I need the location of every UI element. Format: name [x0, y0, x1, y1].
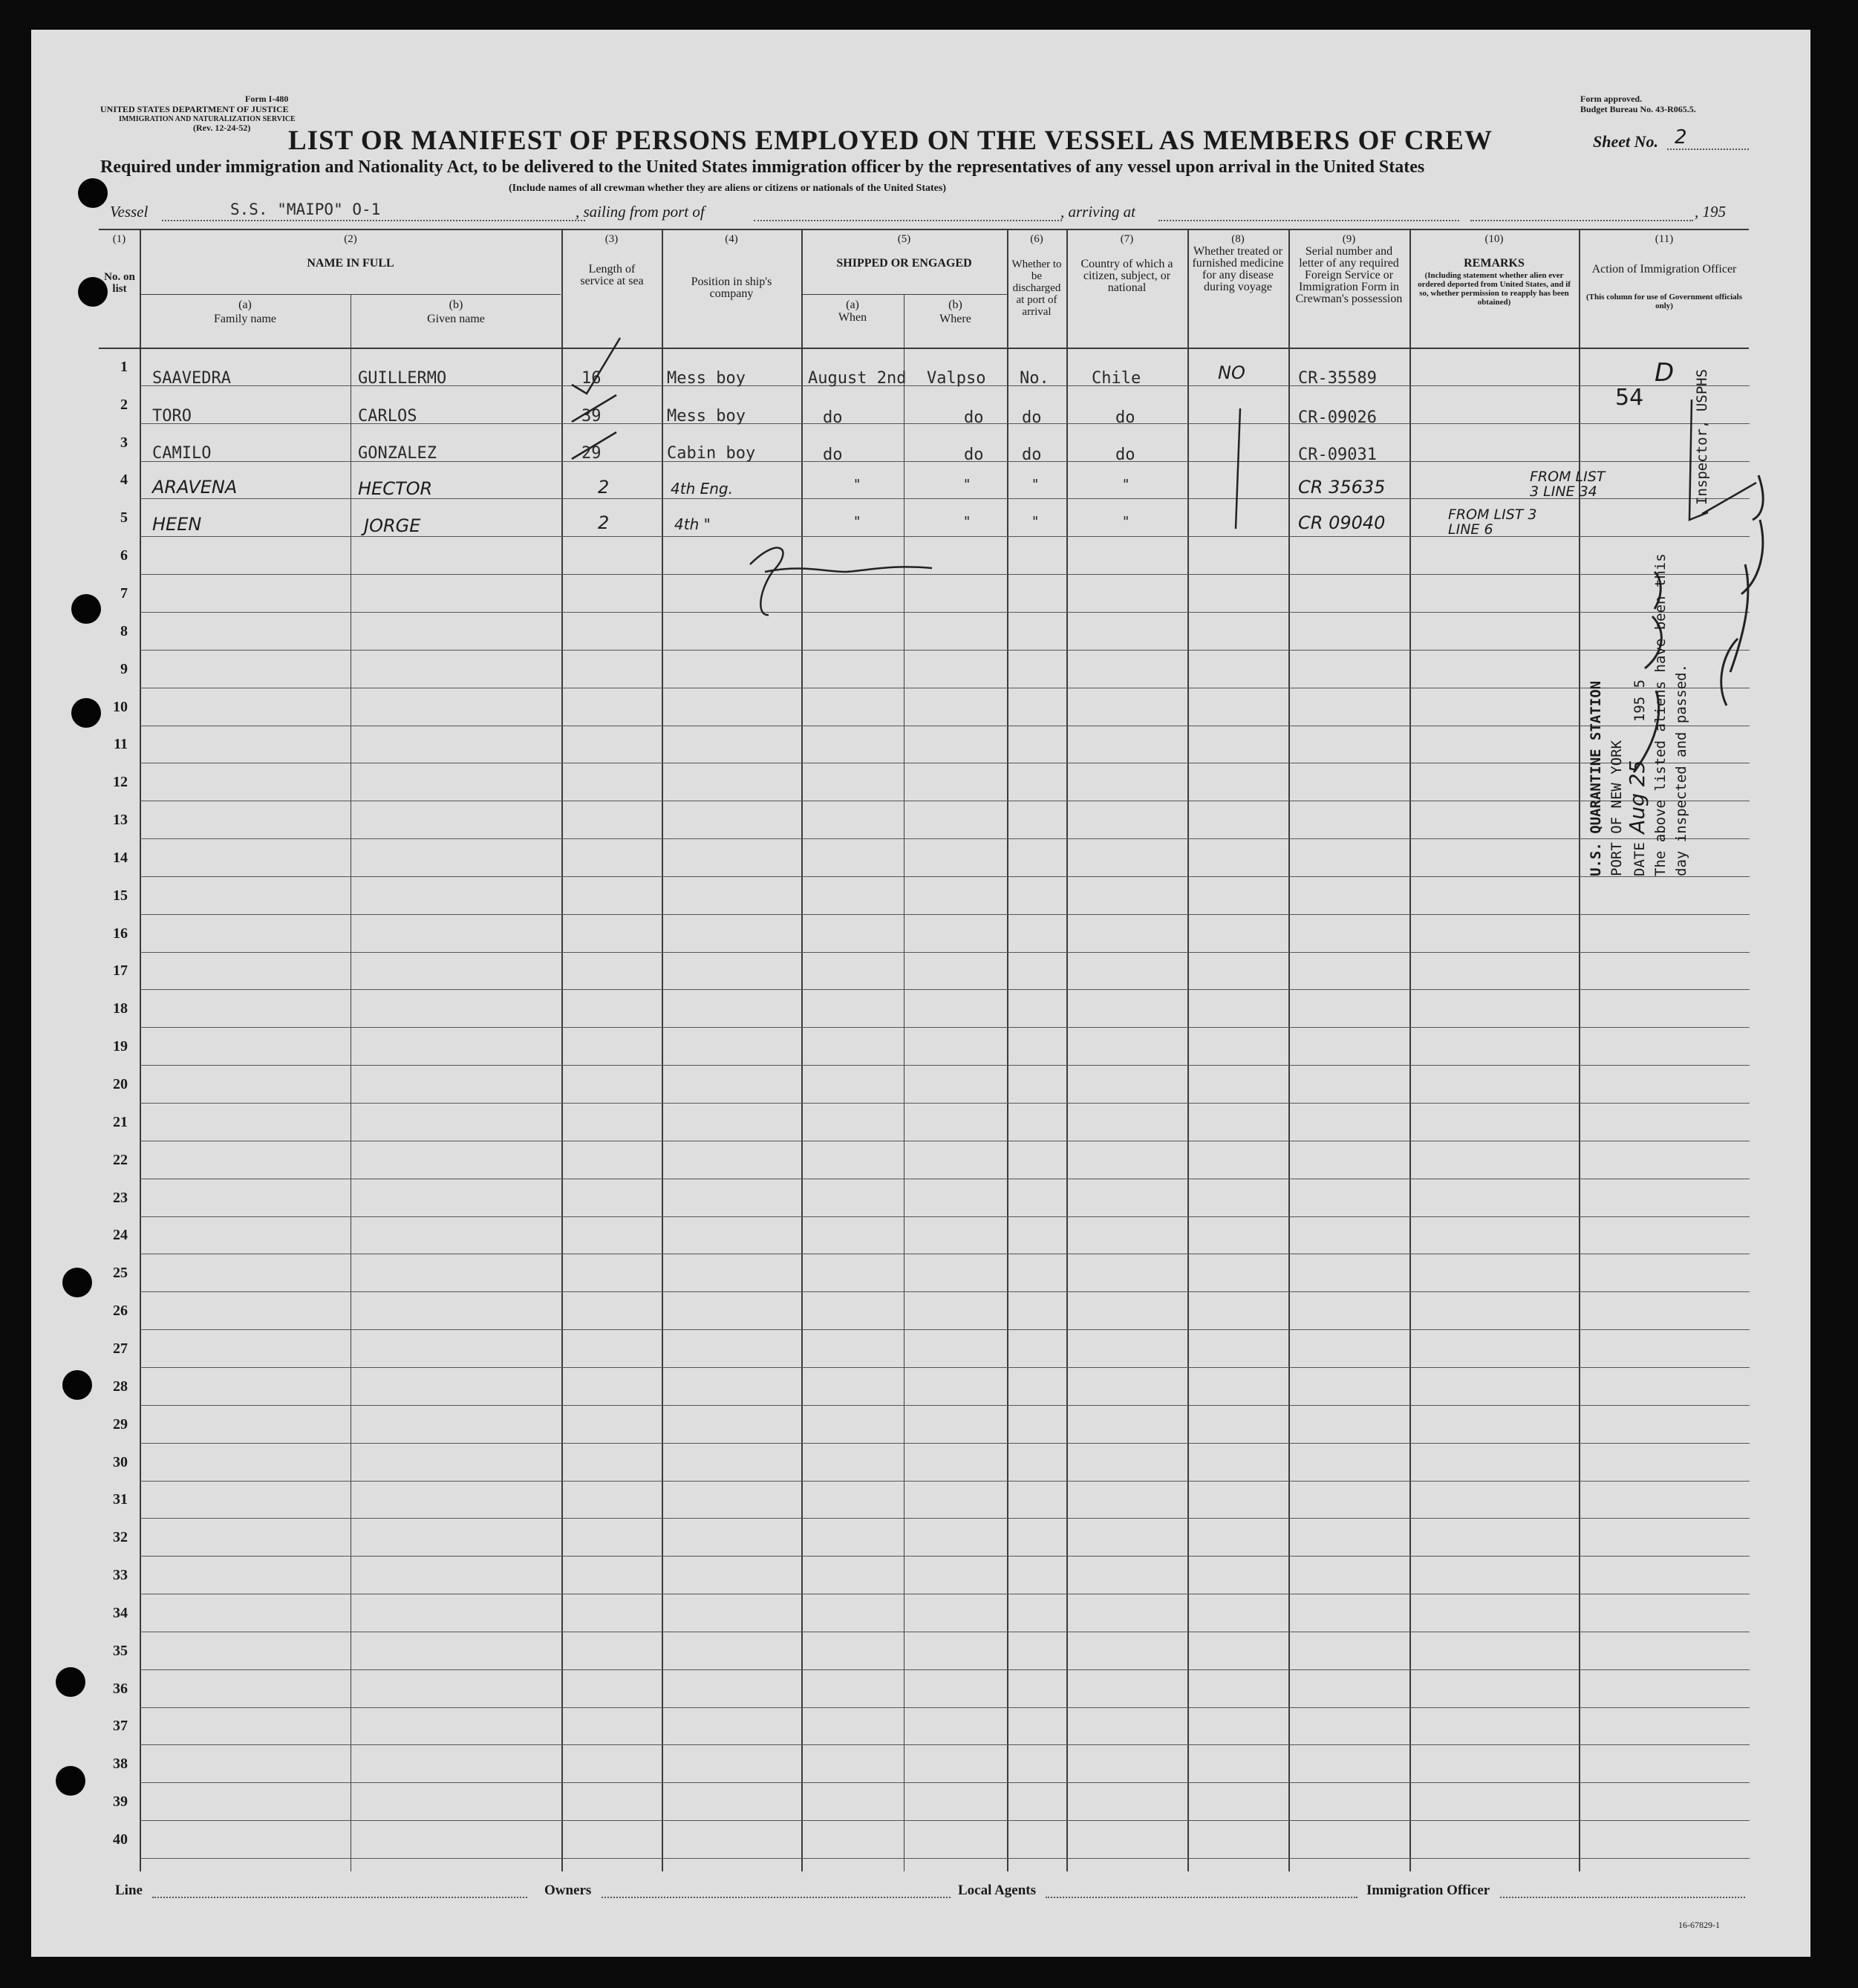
- row-number: 27: [113, 1340, 128, 1357]
- check-mark: [572, 432, 616, 459]
- family-name[interactable]: CAMILO: [152, 444, 212, 463]
- row-number: 30: [113, 1453, 128, 1470]
- discharged[interactable]: ": [1032, 514, 1039, 529]
- shipped-where[interactable]: ": [964, 477, 971, 492]
- row-number: 10: [113, 698, 128, 715]
- year-label: , 195: [1695, 203, 1726, 221]
- discharged[interactable]: No.: [1020, 369, 1049, 388]
- row-number: 23: [113, 1189, 128, 1206]
- stamp-date: Aug 25: [1625, 760, 1649, 834]
- row-number: 4: [120, 472, 128, 489]
- row-number: 8: [120, 622, 128, 639]
- serial-number[interactable]: CR-35589: [1298, 369, 1377, 388]
- shipped-when[interactable]: do: [823, 446, 843, 464]
- country[interactable]: do: [1115, 446, 1135, 464]
- footer-agents-field[interactable]: [1046, 1897, 1357, 1898]
- row-number: 6: [120, 547, 128, 564]
- col2-number: (2): [344, 233, 357, 245]
- col5a-number: (a): [846, 299, 859, 311]
- form-subtitle: Required under immigration and Nationality Act, to be delivered to the United States immigration officer by the representatives of any vessel upon arrival in the United States: [100, 157, 1425, 177]
- row-number: 20: [113, 1076, 128, 1092]
- given-name[interactable]: CARLOS: [358, 407, 417, 426]
- footer-line-field[interactable]: [152, 1897, 527, 1898]
- row-number: 13: [113, 812, 128, 829]
- discharged[interactable]: do: [1022, 446, 1042, 464]
- col2a-number: (a): [238, 299, 252, 311]
- col1-number: (1): [112, 233, 126, 245]
- position[interactable]: Cabin boy: [667, 444, 756, 463]
- row-number: 7: [120, 584, 128, 602]
- col6-number: (6): [1030, 233, 1043, 245]
- row-number: 21: [113, 1113, 128, 1130]
- col8-number: (8): [1231, 233, 1245, 245]
- row-number: 39: [113, 1793, 128, 1811]
- row-number: 29: [113, 1415, 128, 1433]
- row-number: 40: [113, 1831, 128, 1848]
- serial-number[interactable]: CR 35635: [1298, 477, 1386, 498]
- service-length[interactable]: 2: [598, 477, 610, 498]
- officer-action[interactable]: 54: [1615, 385, 1644, 411]
- row-number: 33: [113, 1567, 128, 1584]
- row-number: 5: [120, 509, 128, 527]
- col5b-header: Where: [939, 313, 971, 325]
- check-mark: [572, 395, 616, 422]
- vessel-label: Vessel: [110, 203, 149, 221]
- stamp-inspector: Inspector, USPHS: [1694, 368, 1710, 505]
- family-name[interactable]: SAAVEDRA: [152, 369, 231, 388]
- col9-header: Serial number and letter of any required Foreign Service or Immigration Form in Crewman's possession: [1295, 245, 1403, 305]
- serial-number[interactable]: CR 09040: [1298, 512, 1386, 533]
- position[interactable]: 4th Eng.: [671, 480, 733, 498]
- budget-bureau: Budget Bureau No. 43-R065.5.: [1580, 104, 1696, 114]
- footer-agents-label: Local Agents: [958, 1883, 1037, 1898]
- row-number: 34: [113, 1604, 128, 1621]
- row-number: 1: [120, 358, 128, 375]
- col10-header: REMARKS: [1464, 257, 1525, 270]
- footer-owners-field[interactable]: [602, 1897, 951, 1898]
- revision-date: (Rev. 12-24-52): [193, 123, 251, 133]
- medicine[interactable]: NO: [1218, 362, 1245, 383]
- footer-officer-label: Immigration Officer: [1366, 1883, 1490, 1898]
- shipped-where[interactable]: ": [964, 514, 971, 529]
- col5b-number: (b): [948, 299, 962, 311]
- shipped-where[interactable]: do: [964, 446, 984, 464]
- row-number: 28: [113, 1378, 128, 1395]
- row-number: 38: [113, 1756, 128, 1773]
- col8-header: Whether treated or furnished medicine for any disease during voyage: [1192, 245, 1284, 293]
- country[interactable]: do: [1115, 408, 1135, 427]
- given-name[interactable]: JORGE: [364, 515, 421, 536]
- shipped-when[interactable]: ": [854, 477, 861, 492]
- stamp-port: PORT OF NEW YORK: [1608, 740, 1625, 876]
- sailing-label: , sailing from port of: [576, 203, 705, 221]
- print-code: 16-67829-1: [1678, 1920, 1720, 1930]
- col2-header: NAME IN FULL: [307, 257, 394, 270]
- row-number: 35: [113, 1642, 128, 1659]
- country[interactable]: Chile: [1092, 369, 1141, 388]
- footer-officer-field[interactable]: [1500, 1897, 1745, 1898]
- given-name[interactable]: GUILLERMO: [358, 369, 447, 388]
- col10-note: (Including statement whether alien ever ordered deported from United States, and if so, whether permission to reapply has been obtained): [1418, 271, 1571, 307]
- department-name: UNITED STATES DEPARTMENT OF JUSTICE: [100, 104, 289, 114]
- row-number: 19: [113, 1038, 128, 1055]
- col3-header: Length of service at sea: [580, 263, 644, 287]
- row-number: 31: [113, 1491, 128, 1508]
- form-note: (Include names of all crewman whether they are aliens or citizens or nationals of the United States): [509, 183, 946, 194]
- row-number: 36: [113, 1680, 128, 1697]
- col6-header: Whether to be discharged at port of arrival: [1011, 258, 1062, 318]
- sheet-number[interactable]: 2: [1675, 126, 1687, 149]
- initials: [750, 548, 932, 615]
- col3-number: (3): [604, 233, 619, 245]
- col11-header: Action of Immigration Officer: [1591, 263, 1737, 276]
- col9-number: (9): [1342, 233, 1356, 245]
- col2a-header: Family name: [214, 313, 276, 325]
- row-number: 15: [113, 887, 128, 904]
- stamp-station: U.S. QUARANTINE STATION: [1588, 680, 1604, 876]
- row-number: 14: [113, 849, 128, 866]
- stamp-text: The above listed aliens have been this: [1652, 553, 1669, 876]
- stamp-year: 195 5: [1632, 679, 1648, 723]
- form-title: LIST OR MANIFEST OF PERSONS EMPLOYED ON THE VESSEL AS MEMBERS OF CREW: [288, 126, 1493, 156]
- col7-header: Country of which a citizen, subject, or national: [1080, 258, 1173, 294]
- service-length[interactable]: 2: [598, 512, 610, 533]
- col1-header: No. on list: [104, 271, 135, 295]
- ditto-line: [1236, 408, 1240, 529]
- family-name[interactable]: HEEN: [152, 514, 202, 535]
- row-number: 12: [113, 774, 128, 791]
- row-number: 17: [113, 962, 128, 980]
- arriving-label: , arriving at: [1060, 203, 1135, 221]
- shipped-when[interactable]: August 2nd: [808, 369, 907, 388]
- row-number: 9: [120, 660, 128, 677]
- col4-header: Position in ship's company: [691, 276, 772, 300]
- row-number: 26: [113, 1303, 128, 1320]
- shipped-when[interactable]: do: [823, 408, 843, 427]
- service-length[interactable]: 39: [581, 407, 602, 426]
- col2b-header: Given name: [427, 313, 485, 325]
- remarks[interactable]: FROM LIST 3 LINE 6: [1448, 506, 1537, 538]
- col4-number: (4): [725, 233, 738, 245]
- col5a-header: When: [838, 311, 867, 324]
- inspector-signature: [1721, 475, 1763, 705]
- position[interactable]: Mess boy: [667, 369, 746, 388]
- form-approved: Form approved.: [1580, 94, 1643, 104]
- serial-number[interactable]: CR-09031: [1298, 446, 1377, 464]
- row-number: 18: [113, 1000, 128, 1017]
- footer-line-label: Line: [115, 1883, 143, 1898]
- officer-action[interactable]: D: [1655, 358, 1675, 388]
- shipped-where[interactable]: do: [964, 408, 984, 427]
- remarks[interactable]: FROM LIST 3 LINE 34: [1530, 469, 1606, 500]
- serial-number[interactable]: CR-09026: [1298, 408, 1377, 427]
- service-length[interactable]: 16: [581, 369, 602, 388]
- country[interactable]: ": [1123, 514, 1130, 529]
- row-number: 32: [113, 1529, 128, 1546]
- col5-number: (5): [897, 233, 911, 245]
- vessel-value[interactable]: S.S. "MAIPO" O-1: [230, 201, 381, 218]
- discharged[interactable]: do: [1022, 408, 1042, 427]
- row-number: 2: [120, 396, 128, 413]
- shipped-when[interactable]: ": [854, 514, 861, 529]
- stamp-date-line: [1627, 369, 1650, 876]
- shipped-where[interactable]: Valpso: [927, 369, 986, 388]
- row-number: 22: [113, 1151, 128, 1168]
- service-name: IMMIGRATION AND NATURALIZATION SERVICE: [119, 115, 296, 123]
- quarantine-stamp: [1585, 369, 1712, 876]
- col5-header: SHIPPED OR ENGAGED: [836, 257, 972, 270]
- row-number: 16: [113, 925, 128, 942]
- country[interactable]: ": [1123, 477, 1130, 492]
- sheet-label: Sheet No.: [1593, 132, 1658, 151]
- discharged[interactable]: ": [1032, 477, 1039, 492]
- service-length[interactable]: 29: [581, 444, 602, 463]
- row-number: 3: [120, 434, 128, 451]
- row-number: 37: [113, 1718, 128, 1735]
- form-number: Form I-480: [245, 94, 289, 104]
- col10-number: (10): [1484, 233, 1504, 245]
- stamp-text: day inspected and passed.: [1673, 664, 1689, 876]
- col2b-number: (b): [449, 299, 463, 311]
- footer-owners-label: Owners: [544, 1883, 592, 1898]
- check-mark: [572, 338, 620, 394]
- col11-note: (This column for use of Government officials only): [1585, 293, 1742, 310]
- given-name[interactable]: HECTOR: [358, 478, 433, 499]
- family-name[interactable]: ARAVENA: [152, 477, 238, 498]
- position[interactable]: Mess boy: [667, 407, 746, 426]
- row-number: 25: [113, 1265, 128, 1282]
- col7-number: (7): [1120, 233, 1134, 245]
- row-number: 11: [114, 736, 128, 753]
- given-name[interactable]: GONZALEZ: [358, 444, 437, 463]
- family-name[interactable]: TORO: [152, 407, 192, 426]
- row-number: 24: [113, 1227, 128, 1244]
- position[interactable]: 4th ": [674, 515, 711, 533]
- stamp-date-label: DATE: [1632, 842, 1648, 876]
- col11-number: (11): [1655, 233, 1674, 245]
